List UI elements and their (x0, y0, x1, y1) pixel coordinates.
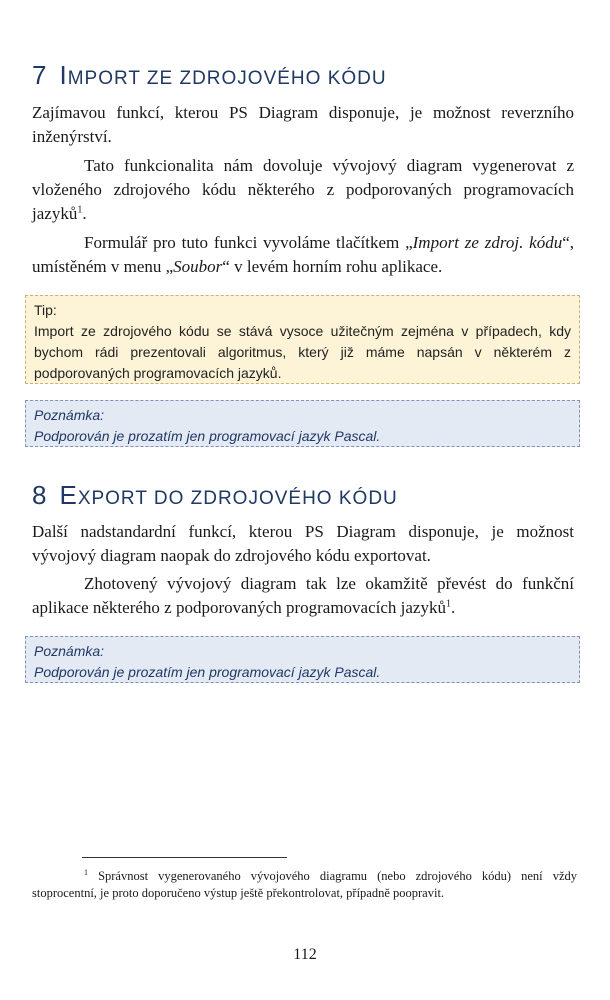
note-box-section-8 (25, 636, 580, 683)
note-label: Poznámka: (34, 643, 105, 659)
paragraph-text: . (82, 204, 87, 223)
paragraph-text: Zhotovený vývojový diagram tak lze okamžitě převést do funkční aplikace některého z podporovaných programovacích jazyků (32, 574, 574, 617)
footnote-reference: 1 (77, 204, 83, 216)
button-name-emphasis: Import ze zdroj. kódu (412, 233, 563, 252)
tip-text: Import ze zdrojového kódu se stává vysoce užitečným zejména v případech, kdy bychom rádi prezentovali algoritmus, který již máme napsán v některém z podporovaných programovacích jazyků. (34, 323, 571, 381)
section-7-paragraph-3 (32, 231, 574, 279)
section-7-paragraph-1: Zajímavou funkcí, kterou PS Diagram disponuje, je možnost reverzního inženýrství. (32, 103, 574, 146)
paragraph-text: Formulář pro tuto funkci vyvoláme tlačítkem „ (84, 233, 413, 252)
note-text: Podporován je prozatím jen programovací jazyk Pascal. (34, 428, 381, 444)
tip-box (25, 295, 580, 384)
section-7-number: 7 (32, 60, 48, 90)
section-8-number: 8 (32, 480, 48, 510)
section-7-title-rest: MPORT ZE ZDROJOVÉHO KÓDU (67, 68, 387, 89)
page-number: 112 (293, 946, 317, 963)
footnote (32, 868, 577, 902)
section-7-paragraph-2 (32, 154, 574, 226)
note-box-section-7 (25, 400, 580, 447)
note-label: Poznámka: (34, 407, 105, 423)
menu-name-emphasis: Soubor (173, 257, 223, 276)
footnote-reference: 1 (445, 598, 451, 610)
section-8-heading (32, 480, 398, 511)
section-7-heading (32, 60, 387, 91)
tip-label: Tip: (34, 302, 57, 318)
section-8-title-initial: E (59, 480, 78, 510)
paragraph-text: “ v levém horním rohu aplikace. (222, 257, 443, 276)
section-8-paragraph-2 (32, 572, 574, 620)
paragraph-text: “, umístěném v menu „ (32, 233, 574, 276)
section-8-paragraph-1: Další nadstandardní funkcí, kterou PS Diagram disponuje, je možnost vývojový diagram naopak do zdrojového kódu exportovat. (32, 522, 574, 565)
section-7-title-initial: I (59, 60, 68, 90)
footnote-number: 1 (84, 867, 88, 877)
footnote-text: Správnost vygenerovaného vývojového diagramu (nebo zdrojového kódu) není vždy stoprocentní, je proto doporučeno výstup ještě překontrolovat, případně poopravit. (32, 869, 577, 900)
footnote-divider (82, 857, 287, 858)
paragraph-text: Tato funkcionalita nám dovoluje vývojový diagram vygenerovat z vloženého zdrojového kódu některého z podporovaných programovacích jazyků (32, 156, 574, 223)
note-text: Podporován je prozatím jen programovací jazyk Pascal. (34, 664, 381, 680)
paragraph-text: . (450, 598, 456, 617)
section-8-title-rest: XPORT DO ZDROJOVÉHO KÓDU (77, 488, 398, 509)
